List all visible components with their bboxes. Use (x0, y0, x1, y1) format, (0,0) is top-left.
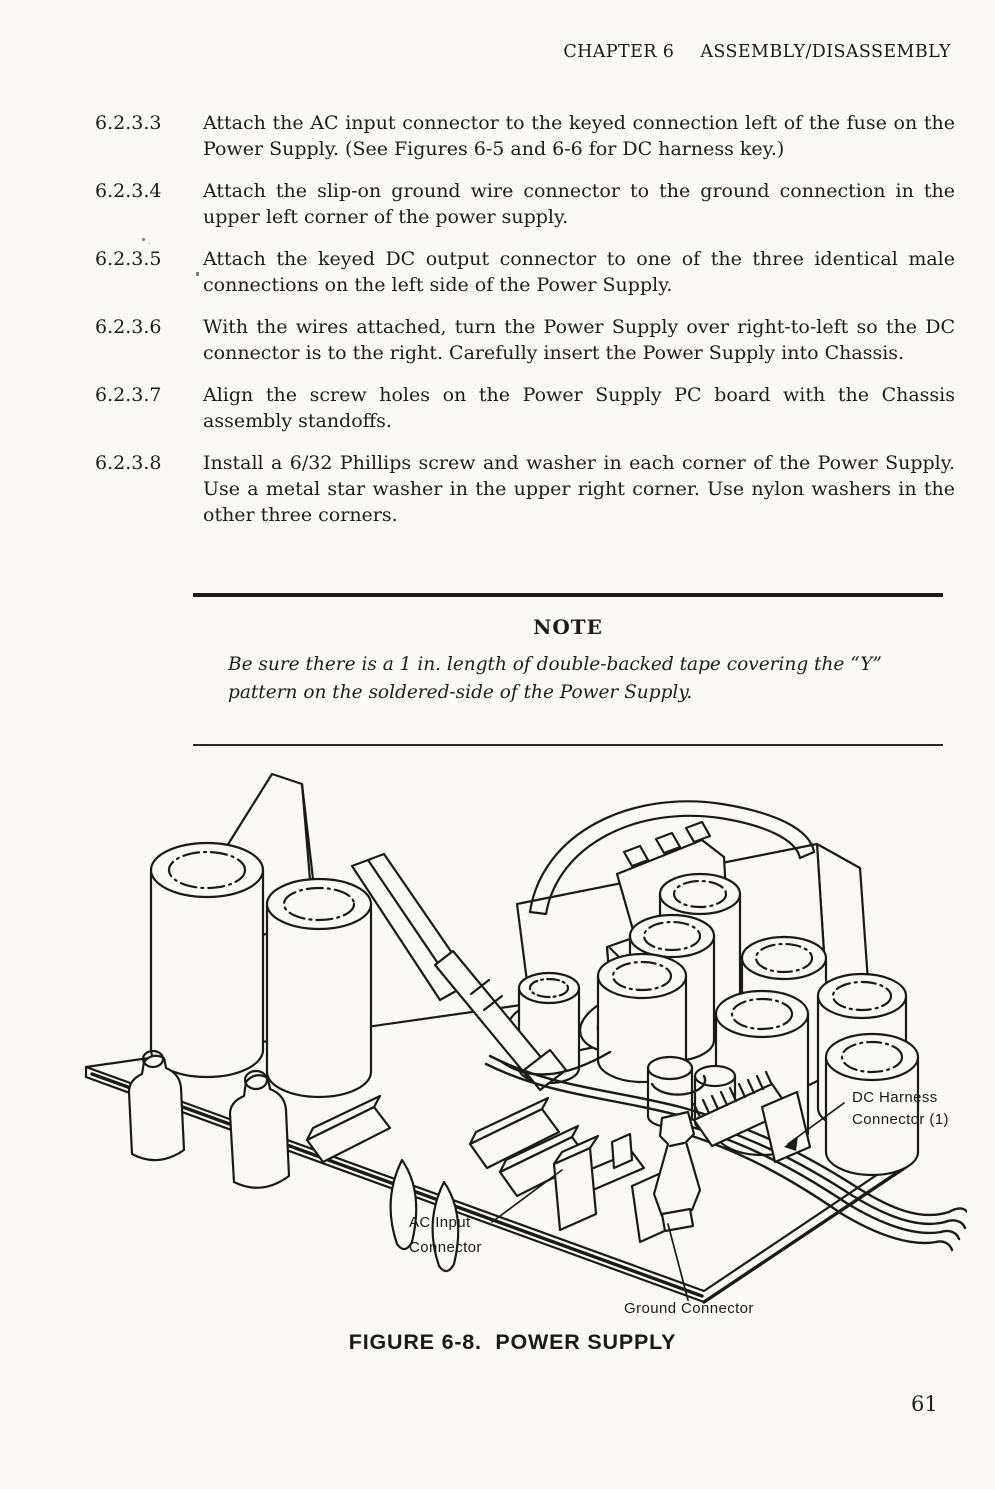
capacitor-large-left (151, 843, 263, 1077)
step-number: 6.2.3.7 (95, 384, 162, 406)
step-text: Attach the keyed DC output connector to one of the three identical male connections on the left side of the Power Supply. (203, 248, 955, 296)
figure-caption: FIGURE 6-8. POWER SUPPLY (348, 1330, 677, 1354)
step-item (95, 314, 955, 366)
step-number: 6.2.3.5 (95, 248, 162, 270)
chapter-label: CHAPTER 6 (563, 42, 675, 62)
note-divider-top (193, 593, 943, 597)
dc-harness-label-line2: Connector (1) (852, 1111, 949, 1128)
power-supply-drawing (72, 762, 967, 1337)
step-text: Attach the slip-on ground wire connector to the ground connection in the upper left corner of the power supply. (203, 180, 955, 228)
step-number: 6.2.3.3 (95, 112, 162, 134)
power-supply-figure (72, 762, 967, 1337)
chapter-header (563, 42, 951, 62)
ground-label: Ground Connector (624, 1300, 754, 1317)
scan-artifact (142, 238, 145, 241)
step-text: Attach the AC input connector to the keyed connection left of the fuse on the Power Supply. (See Figures 6-5 and 6-6 for DC harness key.) (203, 112, 955, 160)
dc-harness-label-line1: DC Harness (852, 1089, 938, 1106)
step-number: 6.2.3.6 (95, 316, 162, 338)
step-text: Align the screw holes on the Power Supply PC board with the Chassis assembly standoffs. (203, 384, 955, 432)
procedure-steps (95, 110, 955, 544)
step-item (95, 382, 955, 434)
ac-input-label-line1: AC Input (409, 1214, 471, 1231)
scan-artifact (196, 272, 199, 276)
note-divider-bottom (193, 744, 943, 746)
note-heading: NOTE (533, 615, 603, 639)
step-text: Install a 6/32 Phillips screw and washer in each corner of the Power Supply. Use a metal star washer in the upper right corner. Use nylon washers in the other three corners. (203, 452, 955, 526)
note-text: Be sure there is a 1 in. length of double-backed tape covering the “Y” pattern on the soldered-side of the Power Supply. (228, 654, 882, 703)
step-text: With the wires attached, turn the Power Supply over right-to-left so the DC connector is to the right. Carefully insert the Power Supply into Chassis. (203, 316, 955, 364)
step-item (95, 450, 955, 528)
step-item (95, 110, 955, 162)
ac-input-label-line2: Connector (409, 1239, 482, 1256)
chapter-title: ASSEMBLY/DISASSEMBLY (700, 42, 951, 62)
step-number: 6.2.3.4 (95, 180, 162, 202)
capacitor-large-left-2 (267, 879, 371, 1097)
step-item (95, 178, 955, 230)
step-item (95, 246, 955, 298)
page-number: 61 (911, 1392, 938, 1416)
step-number: 6.2.3.8 (95, 452, 162, 474)
